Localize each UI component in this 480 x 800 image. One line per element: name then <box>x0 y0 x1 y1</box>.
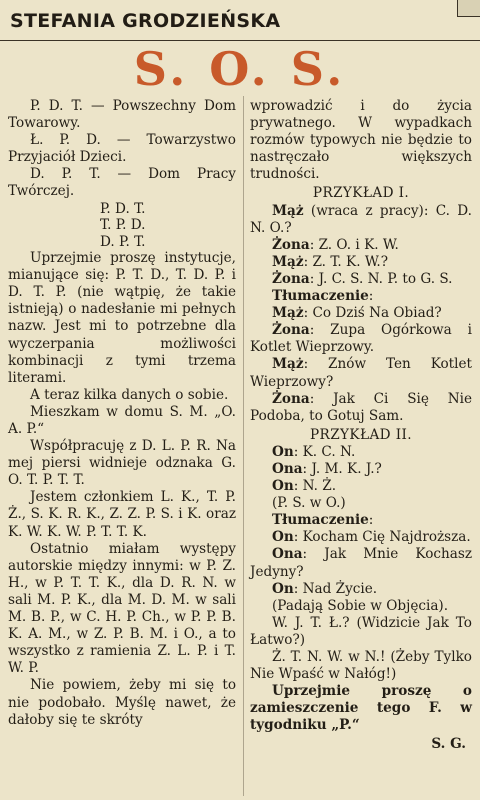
author-name: STEFANIA GRODZIEŃSKA <box>10 10 281 32</box>
left-column <box>8 98 236 729</box>
dialogue-text: : Nad Życie. <box>293 580 378 597</box>
speaker-label: Żona <box>272 322 310 339</box>
acronym: T. P. D. <box>100 217 146 234</box>
paragraph: A teraz kilka danych o sobie. <box>30 386 229 403</box>
dialogue-text: : Z. T. K. W.? <box>303 253 389 270</box>
speaker-label: On <box>272 580 294 597</box>
dialogue-line <box>250 203 472 237</box>
definition: Ł. P. D. — Towarzystwo Przyjaciół Dzieci. <box>8 132 236 166</box>
dialogue-line <box>250 271 472 288</box>
paragraph: Nie powiem, żeby mi się to nie podobało. Myślę nawet, że dałoby się te skróty <box>8 677 236 728</box>
speaker-label: Tłumaczenie <box>272 512 369 529</box>
speaker-label: Mąż <box>272 356 304 373</box>
paragraph: Mieszkam w domu S. M. „O. A. P.“ <box>8 403 236 437</box>
dialogue-text: : Jak Mnie Kochasz Jedyny? <box>250 546 472 580</box>
dialogue-line <box>250 546 472 580</box>
column-divider <box>243 96 244 796</box>
speaker-label: On <box>272 443 294 460</box>
acronym: P. D. T. <box>100 200 146 217</box>
corner-box <box>457 0 480 17</box>
dialogue-text: : <box>368 288 374 305</box>
acronym: D. P. T. <box>100 233 146 250</box>
dialogue-line <box>250 598 472 615</box>
dialogue-line <box>250 322 472 356</box>
dialogue-line <box>250 237 472 254</box>
speaker-label: Tłumaczenie <box>272 288 369 305</box>
speaker-label: Żona <box>272 236 310 253</box>
closing-request: Uprzejmie proszę o zamieszczenie tego F. w tygodniku „P.“ <box>250 683 472 734</box>
dialogue-line <box>250 461 472 478</box>
dialogue-line <box>250 254 472 271</box>
dialogue-text: : Zupa Ogórkowa i Kotlet Wieprzowy. <box>250 322 472 356</box>
header-bar <box>0 0 480 41</box>
dialogue-text: : Kocham Cię Najdroższa. <box>293 529 471 546</box>
dialogue-text: (wraca z pracy): C. D. N. O.? <box>250 202 472 236</box>
paragraph: Ostatnio miałam występy autorskie między innymi: w P. Z. H., w P. T. T. K., dla D. R. N. w sali M. P. K., dla M. D. M. w sali M. B. P., w C. H. P. Ch., w P. P. B. K. A. M., w Z. P. B. M. i O., a to wszystko z ramienia Z. L. P. i T. W. P. <box>8 540 236 677</box>
dialogue-line <box>250 305 472 322</box>
dialogue-text: : Z. O. i K. W. <box>309 236 399 253</box>
definition: D. P. T. — Dom Pracy Twórczej. <box>8 166 236 200</box>
dialogue-text: : Co Dziś Na Obiad? <box>303 305 442 322</box>
speaker-label: Ona <box>272 460 303 477</box>
definition: P. D. T. — Powszechny Dom Towarowy. <box>8 98 236 132</box>
dialogue-line <box>250 478 472 495</box>
dialogue-line <box>250 581 472 598</box>
speaker-label: Mąż <box>272 305 304 322</box>
dialogue-text: : N. Ż. <box>293 478 337 495</box>
dialogue-line <box>250 356 472 390</box>
example-dialogue <box>250 203 472 425</box>
example-dialogue <box>250 444 472 615</box>
dialogue-line <box>250 512 472 529</box>
dialogue-line <box>250 444 472 461</box>
signature: S. G. <box>431 736 466 753</box>
dialogue-text: : Znów Ten Kotlet Wieprzowy? <box>250 356 472 390</box>
speaker-label: Ona <box>272 546 303 563</box>
closing-line: Ż. T. N. W. w N.! (Żeby Tylko Nie Wpaść w Nałóg!) <box>250 649 472 683</box>
paragraph: Współpracuję z D. L. P. R. Na mej piersi widnieje odznaka G. O. T. P. T. T. <box>8 438 236 489</box>
dialogue-line <box>250 529 472 546</box>
dialogue-text: : <box>368 512 374 529</box>
dialogue-text: : J. C. S. N. P. to G. S. <box>309 270 453 287</box>
dialogue-line <box>250 288 472 305</box>
example-title: PRZYKŁAD I. <box>312 185 410 202</box>
speaker-label: Mąż <box>272 253 304 270</box>
speaker-label: Żona <box>272 270 310 287</box>
speaker-label: Żona <box>272 390 310 407</box>
paragraph: Uprzejmie proszę instytucje, mianujące się: P. T. D., T. D. P. i D. T. P. (nie wątpię, że takie istnieją) o nadesłanie mi pełnych nazw. Jest mi to potrzebne dla wyczerpania możliwości kombinacji z tymi trzema literami. <box>8 250 236 386</box>
paragraph: Jestem członkiem L. K., T. P. Ż., S. K. R. K., Z. Z. P. S. i K. oraz K. W. K. W. P. T. T. K. <box>8 489 236 540</box>
dialogue-text: : K. C. N. <box>293 443 356 460</box>
dialogue-text: : J. M. K. J.? <box>302 460 382 477</box>
right-column <box>250 98 472 754</box>
dialogue-line <box>250 495 472 512</box>
speaker-label: On <box>272 529 294 546</box>
dialogue-text: : Jak Ci Się Nie Podoba, to Gotuj Sam. <box>250 390 472 424</box>
example-title: PRZYKŁAD II. <box>310 426 412 443</box>
dialogue-line <box>250 391 472 425</box>
speaker-label: Mąż <box>272 202 304 219</box>
dialogue-text: (Padają Sobie w Objęcia). <box>272 597 449 614</box>
paragraph: wprowadzić i do życia prywatnego. W wypadkach rozmów typowych nie będzie to nastręczało większych trudności. <box>250 98 472 183</box>
dialogue-text: (P. S. w O.) <box>272 495 346 512</box>
speaker-label: On <box>272 478 294 495</box>
closing-line: W. J. T. Ł.? (Widzicie Jak To Łatwo?) <box>250 614 472 648</box>
article-title: S. O. S. <box>133 42 347 96</box>
